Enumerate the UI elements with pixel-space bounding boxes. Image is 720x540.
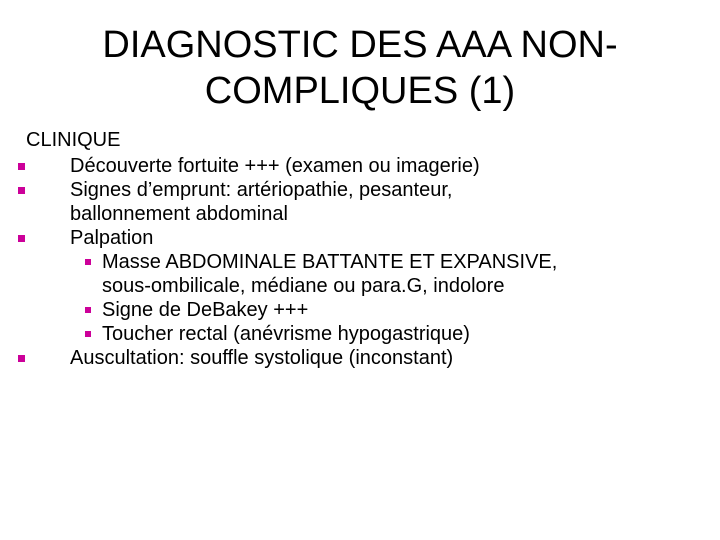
square-bullet-icon (85, 331, 91, 337)
bullet-text: Palpation (70, 227, 154, 249)
sub-bullet-text: Toucher rectal (anévrisme hypogastrique) (102, 323, 470, 345)
sub-bullet-item (18, 250, 708, 298)
bullet-item (18, 346, 708, 370)
bullet-text: Découverte fortuite +++ (examen ou imagerie) (70, 155, 480, 177)
bullet-item (18, 178, 708, 226)
square-bullet-icon (18, 163, 25, 170)
bullet-text-continuation: ballonnement abdominal (70, 203, 288, 225)
bullet-text: Auscultation: souffle systolique (inconstant) (70, 347, 454, 369)
section-heading: CLINIQUE (26, 129, 121, 151)
sub-bullet-item (18, 322, 708, 346)
square-bullet-icon (18, 355, 25, 362)
square-bullet-icon (18, 187, 25, 194)
square-bullet-icon (18, 235, 25, 242)
sub-bullet-text: Masse ABDOMINALE BATTANTE ET EXPANSIVE, (102, 251, 558, 273)
slide-title-line-1: DIAGNOSTIC DES AAA NON- (102, 24, 618, 66)
slide-title-line-2: COMPLIQUES (1) (204, 70, 516, 112)
bullet-item (18, 226, 708, 250)
slide-title (60, 22, 660, 114)
sub-bullet-text: Signe de DeBakey +++ (102, 299, 309, 321)
square-bullet-icon (85, 307, 91, 313)
sub-bullet-item (18, 298, 708, 322)
bullet-text: Signes d’emprunt: artériopathie, pesanteur, (70, 179, 453, 201)
bullet-item (18, 154, 708, 178)
sub-bullet-text-continuation: sous-ombilicale, médiane ou para.G, indolore (102, 275, 505, 297)
square-bullet-icon (85, 259, 91, 265)
slide-body (18, 128, 708, 370)
